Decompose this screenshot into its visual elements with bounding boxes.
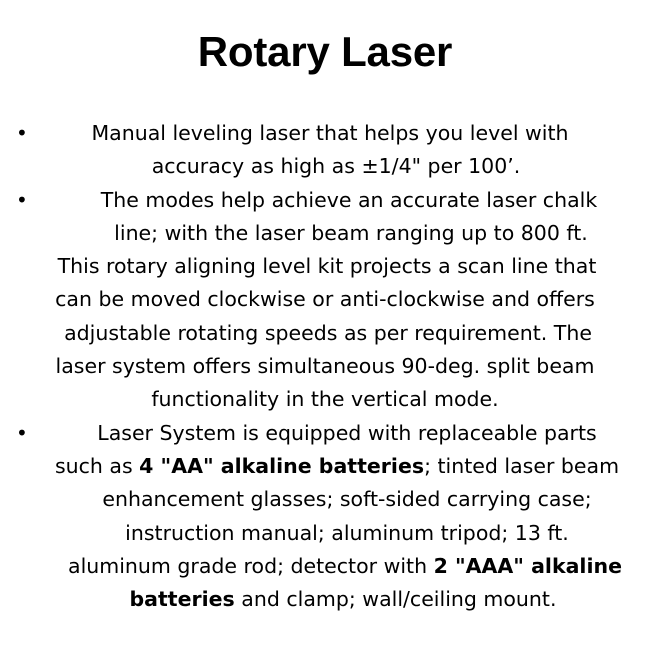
bullet-text [68, 550, 622, 583]
bullet-item-parts-line-2 [0, 450, 650, 483]
paragraph-text: can be moved clockwise or anti-clockwise and offers [55, 287, 595, 312]
bullet-text: instruction manual; aluminum tripod; 13 ft. [125, 520, 569, 545]
bullet-item-accuracy-line-1 [0, 117, 650, 150]
bullet-text-bold: 4 "AA" alkaline batteries [139, 453, 425, 478]
paragraph-text: functionality in the vertical mode. [151, 387, 499, 412]
bullet-icon: • [16, 187, 28, 212]
bullet-text-plain: such as [54, 453, 140, 478]
bullet-icon: • [16, 121, 28, 145]
bullet-text: The modes help achieve an accurate laser chalk [100, 187, 598, 212]
paragraph-line-4 [0, 350, 650, 383]
bullet-item-accuracy-line-2 [0, 150, 650, 183]
bullet-text: accuracy as high as ±1/4" per 100’. [151, 154, 521, 179]
bullet-text-plain: ; tinted laser beam [424, 453, 620, 478]
bullet-text-bold: batteries [129, 587, 235, 612]
page-title: Rotary Laser [197, 28, 453, 75]
paragraph-text: This rotary aligning level kit projects a scan line that [57, 254, 597, 279]
bullet-item-parts-line-1 [0, 417, 650, 450]
paragraph-line-2 [0, 283, 650, 316]
bullet-text: enhancement glasses; soft-sided carrying case; [102, 487, 592, 512]
bullet-text: Laser System is equipped with replaceable parts [97, 420, 597, 445]
bullet-text-plain: aluminum grade rod; detector with [68, 553, 434, 578]
bullet-item-modes-line-2 [0, 217, 650, 250]
bullet-item-parts-line-4 [0, 517, 650, 550]
bullet-text-bold: 2 "AAA" alkaline [433, 553, 622, 578]
description-body [0, 117, 650, 616]
bullet-icon: • [16, 420, 28, 445]
bullet-text: Manual leveling laser that helps you level with [91, 121, 569, 145]
bullet-item-modes-line-1 [0, 184, 650, 217]
bullet-item-parts-line-6 [0, 583, 650, 616]
bullet-text: line; with the laser beam ranging up to 800 ft. [114, 220, 588, 245]
bullet-text [55, 450, 619, 483]
bullet-item-parts-line-5 [0, 550, 650, 583]
bullet-item-parts-line-3 [0, 483, 650, 516]
paragraph-line-1 [0, 250, 650, 283]
paragraph-line-5 [0, 383, 650, 416]
bullet-text [130, 583, 557, 616]
paragraph-text: laser system offers simultaneous 90-deg. split beam [55, 354, 595, 379]
paragraph-text: adjustable rotating speeds as per requirement. The [64, 320, 592, 345]
bullet-text-plain: and clamp; wall/ceiling mount. [234, 587, 557, 612]
paragraph-line-3 [0, 317, 650, 350]
